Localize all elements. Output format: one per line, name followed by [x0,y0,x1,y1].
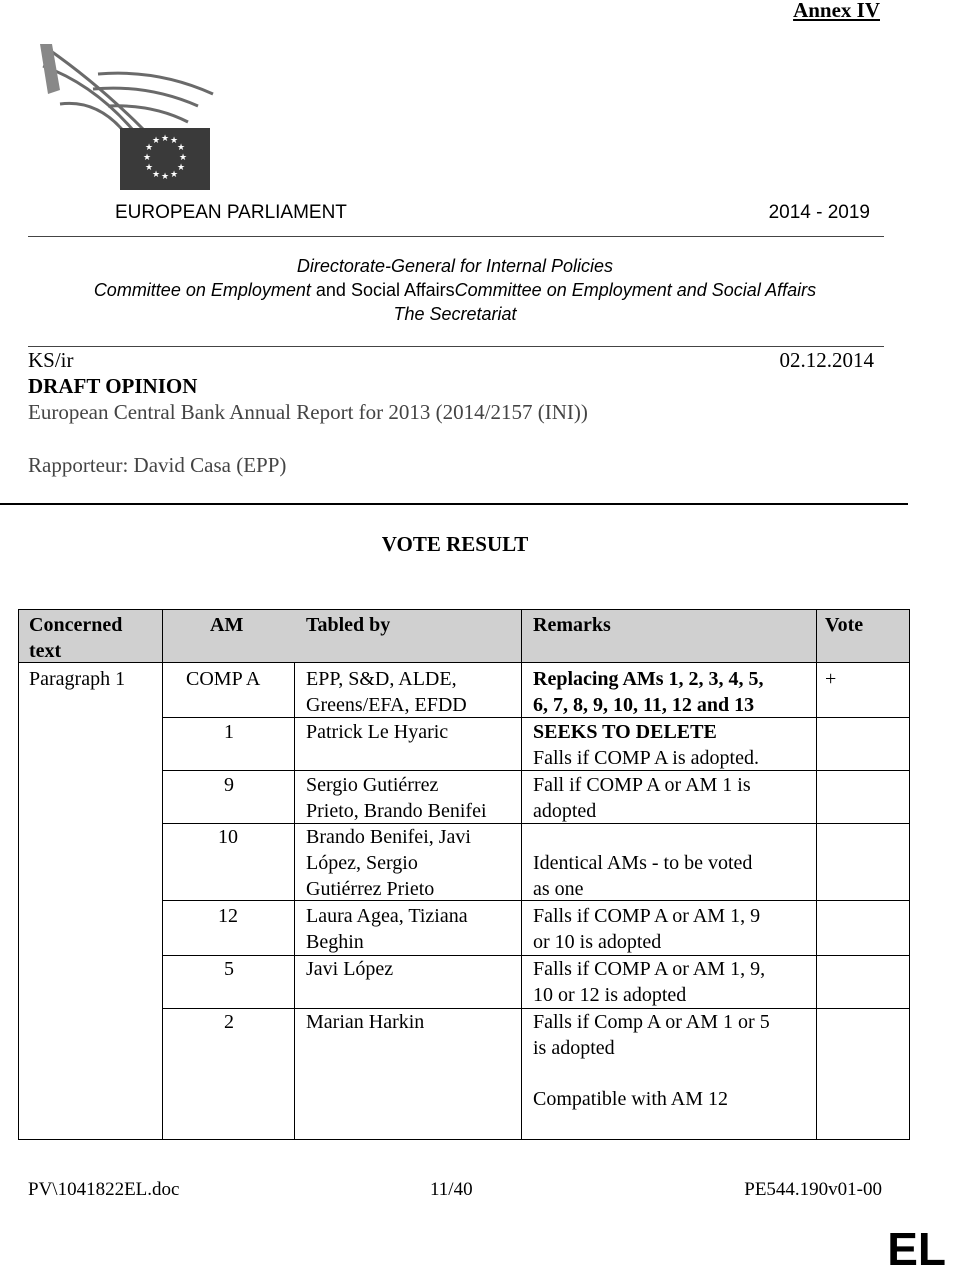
footer-page-number: 11/40 [430,1179,473,1200]
svg-text:★: ★ [151,170,161,180]
footer-document-path: PV\1041822EL.doc [28,1179,180,1200]
rapporteur: Rapporteur: David Casa (EPP) [28,453,287,477]
row-remark: SEEKS TO DELETE [533,721,717,743]
committee-part-3: Committee on Employment and Social Affairs [454,280,817,300]
row-am: 5 [224,958,234,980]
row-remark: 10 or 12 is adopted [533,984,687,1006]
document-reference: KS/ir [28,348,74,372]
row-remark: Identical AMs - to be voted [533,852,753,874]
european-parliament-logo-icon [38,44,228,194]
row-am: 9 [224,774,234,796]
secretariat-divider [28,346,884,347]
row-am: 10 [218,826,238,848]
row-am: 12 [218,905,238,927]
section-divider [0,503,908,505]
row-tabled: Patrick Le Hyaric [306,721,449,743]
column-divider [816,610,817,1139]
row-remark: Compatible with AM 12 [533,1088,728,1110]
svg-text:★: ★ [144,143,154,153]
row-tabled: Javi López [306,958,394,980]
row-am: 1 [224,721,234,743]
row-remark: or 10 is adopted [533,931,662,953]
row-am: COMP A [186,668,261,690]
row-tabled: Sergio Gutiérrez [306,774,439,796]
committee-part-2: and Social Affairs [310,280,455,300]
row-tabled: Marian Harkin [306,1011,425,1033]
document-date: 02.12.2014 [779,348,874,372]
row-tabled: Prieto, Brando Benifei [306,800,487,822]
header-remarks: Remarks [533,614,611,636]
svg-text:★: ★ [176,143,186,153]
committee-line [0,280,910,301]
document-subject: European Central Bank Annual Report for 2013 (2014/2157 (INI)) [28,400,588,424]
row-remark: Fall if COMP A or AM 1 is [533,774,751,796]
table-header-row [19,610,909,663]
row-am: 2 [224,1011,234,1033]
row-tabled: Laura Agea, Tiziana [306,905,468,927]
row-tabled: EPP, S&D, ALDE, [306,668,457,690]
header-am: AM [210,614,244,636]
row-tabled: Greens/EFA, EFDD [306,694,467,716]
row-remark: Falls if COMP A or AM 1, 9 [533,905,761,927]
svg-text:★: ★ [176,163,186,173]
document-title: DRAFT OPINION [28,374,198,398]
directorate-general: Directorate-General for Internal Policies [296,256,614,276]
row-vote: + [825,668,837,690]
row-remark: as one [533,878,584,900]
row-tabled: Brando Benifei, Javi [306,826,471,848]
row-tabled: Beghin [306,931,364,953]
svg-text:★: ★ [178,153,188,163]
header-tabled-by: Tabled by [306,614,391,636]
header-concerned-2: text [29,640,62,662]
footer-document-code: PE544.190v01-00 [744,1179,882,1200]
svg-text:★: ★ [169,136,179,146]
column-divider [162,610,163,1139]
language-code: EL [887,1223,946,1275]
svg-text:★: ★ [151,136,161,146]
committee-part-1: Committee on Employment [93,280,311,300]
row-tabled: Gutiérrez Prieto [306,878,435,900]
row-tabled: López, Sergio [306,852,418,874]
row-remark: Replacing AMs 1, 2, 3, 4, 5, [533,668,764,690]
row-remark: Falls if COMP A is adopted. [533,747,759,769]
header-divider [28,236,884,237]
header-concerned: Concerned [29,614,123,636]
svg-text:★: ★ [142,153,152,163]
row-remark: Falls if Comp A or AM 1 or 5 [533,1011,770,1033]
concerned-text: Paragraph 1 [29,668,126,690]
svg-text:★: ★ [160,134,170,144]
annex-label: Annex IV [793,0,880,22]
row-remark: 6, 7, 8, 9, 10, 11, 12 and 13 [533,694,755,716]
column-divider [521,610,522,1139]
svg-text:★: ★ [169,170,179,180]
vote-result-heading: VOTE RESULT [381,532,529,556]
row-remark: is adopted [533,1037,615,1059]
svg-text:★: ★ [144,163,154,173]
row-remark: adopted [533,800,597,822]
svg-text:★: ★ [160,172,170,182]
vote-table [18,609,910,1140]
secretariat: The Secretariat [393,304,517,324]
institution-name: EUROPEAN PARLIAMENT [115,202,347,223]
row-remark: Falls if COMP A or AM 1, 9, [533,958,766,980]
header-vote: Vote [825,614,864,636]
parliamentary-term: 2014 - 2019 [768,202,870,223]
